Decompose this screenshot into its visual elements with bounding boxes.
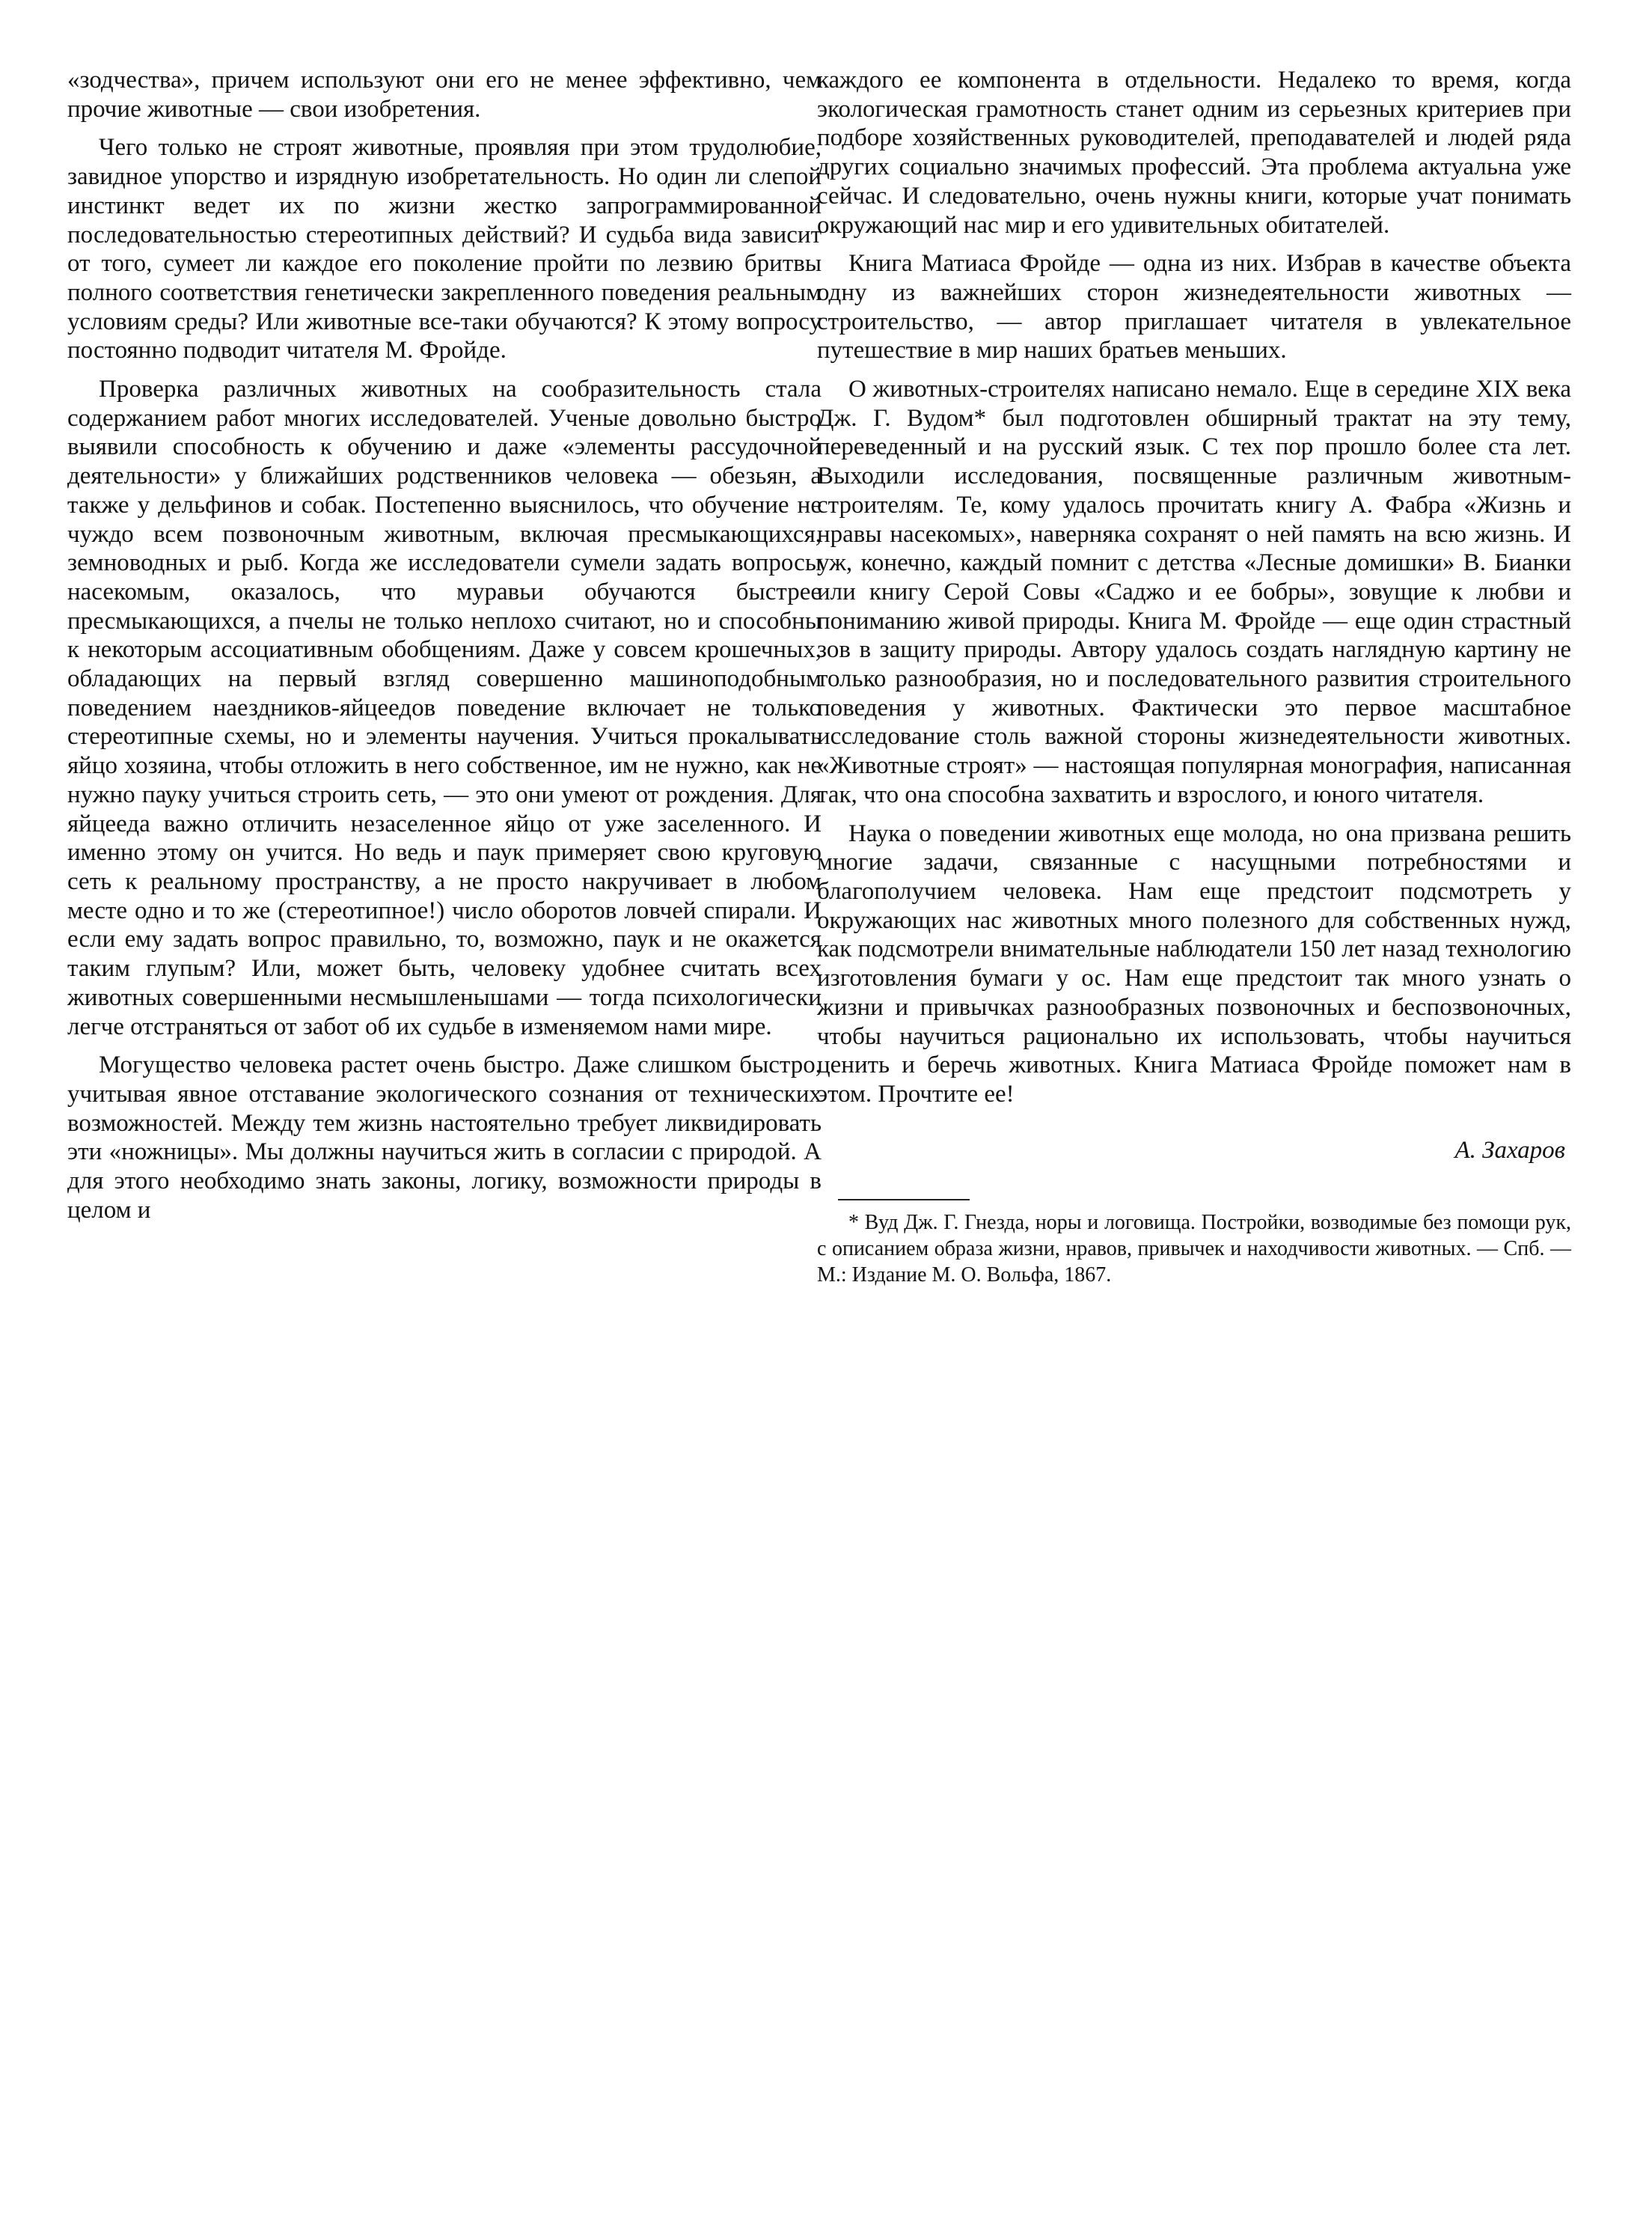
right-column (817, 66, 1571, 1288)
paragraph-instinct: Чего только не строят животные, проявляя при этом трудолюбие, завидное упорство и изрядную изобретательность. Но один ли слепой инстинкт ведет их по жизни жестко запрограммированной последовательностью стереотипных действий? И судьба вида зависит от того, сумеет ли каждое его поколение пройти по лезвию бритвы полного соответствия генетически закрепленного поведения реальным условиям среды? Или животные все-таки обучаются? К этому вопросу постоянно подводит читателя М. Фройде. (67, 134, 822, 364)
paragraph-book-intro: Книга Матиаса Фройде — одна из них. Избрав в качестве объекта одну из важнейших сторон жизнедеятельности животных — строительство, — автор приглашает читателя в увлекательное путешествие в мир наших братьев меньших. (817, 250, 1571, 364)
footnote-divider (838, 1199, 970, 1200)
paragraph-builders: О животных-строителях написано немало. Еще в середине XIX века Дж. Г. Вудом* был подготовлен обширный трактат на эту тему, переведенный и на русский язык. С тех пор прошло более ста лет. Выходили исследования, посвященные различным животным-строителям. Те, кому удалось прочитать книгу А. Фабра «Жизнь и нравы насекомых», наверняка сохранят о ней память на всю жизнь. И уж, конечно, каждый помнит с детства «Лесные домишки» В. Бианки или книгу Серой Совы «Саджо и ее бобры», зовущие к любви и пониманию живой природы. Книга М. Фройде — еще один страстный зов в защиту природы. Автору удалось создать наглядную картину не только разнообразия, но и последовательного развития строительного поведения у животных. Фактически это первое масштабное исследование столь важной стороны жизнедеятельности животных. «Животные строят» — настоящая популярная монография, написанная так, что она способна захватить и взрослого, и юного читателя. (817, 376, 1571, 808)
paragraph-ecology: каждого ее компонента в отдельности. Недалеко то время, когда экологическая грамотность станет одним из серьезных критериев при подборе хозяйственных руководителей, преподавателей и людей ряда других социально значимых профессий. Эта проблема актуальна уже сейчас. И следовательно, очень нужны книги, которые учат понимать окружающий нас мир и его удивительных обитателей. (817, 67, 1571, 239)
paragraph-science: Наука о поведении животных еще молода, но она призвана решить многие задачи, связанные с насущными потребностями и благополучием человека. Нам еще предстоит подсмотреть у окружающих нас животных много полезного для собственных нужд, как подсмотрели внимательные наблюдатели 150 лет назад технологию изготовления бумаги у ос. Нам еще предстоит так много узнать о жизни и привычках разнообразных позвоночных и беспозвоночных, чтобы научиться рационально их использовать, чтобы научиться ценить и беречь животных. Книга Матиаса Фройде поможет нам в этом. Прочтите ее! (817, 820, 1571, 1108)
author-signature: А. Захаров (1454, 1136, 1565, 1164)
left-column (67, 66, 822, 1234)
paragraph-human-power: Могущество человека растет очень быстро. Даже слишком быстро, учитывая явное отставание экологического сознания от технических возможностей. Между тем жизнь настоятельно требует ликвидировать эти «ножницы». Мы должны научиться жить в согласии с природой. А для этого необходимо знать законы, логику, возможности природы в целом и (67, 1052, 822, 1224)
paragraph-learning: Проверка различных животных на сообразительность стала содержанием работ многих исследователей. Ученые довольно быстро выявили способность к обучению и даже «элементы рассудочной деятельности» у ближайших родственников человека — обезьян, а также у дельфинов и собак. Постепенно выяснилось, что обучение не чуждо всем позвоночным животным, включая пресмыкающихся, земноводных и рыб. Когда же исследователи сумели задать вопросы насекомым, оказалось, что муравьи обучаются быстрее пресмыкающихся, а пчелы не только неплохо считают, но и способны к некоторым ассоциативным обобщениям. Даже у совсем крошечных, обладающих на первый взгляд совершенно машиноподобным поведением наездников-яйцеедов поведение включает не только стереотипные схемы, но и элементы научения. Учиться прокалывать яйцо хозяина, чтобы отложить в него собственное, им не нужно, как не нужно пауку учиться строить сеть, — это они умеют от рождения. Для яйцееда важно отличить незаселенное яйцо от уже заселенного. И именно этому он учится. Но ведь и паук примеряет свою круговую сеть к реальному пространству, а не просто накручивает в любом месте одно и то же (стереотипное!) число оборотов ловчей спирали. И если ему задать вопрос правильно, то, возможно, паук и не окажется таким глупым? Или, может быть, человеку удобнее считать всех животных совершенными несмышленышами — тогда психологически легче отстраняться от забот об их судьбе в изменяемом нами мире. (67, 376, 822, 1040)
paragraph-continuation: «зодчества», причем используют они его не менее эффективно, чем прочие животные — свои изобретения. (67, 67, 822, 123)
footnote: * Вуд Дж. Г. Гнезда, норы и логовища. Постройки, возводимые без помощи рук, с описанием образа жизни, нравов, привычек и находчивости животных. — Спб. — М.: Издание М. О. Вольфа, 1867. (817, 1211, 1571, 1287)
